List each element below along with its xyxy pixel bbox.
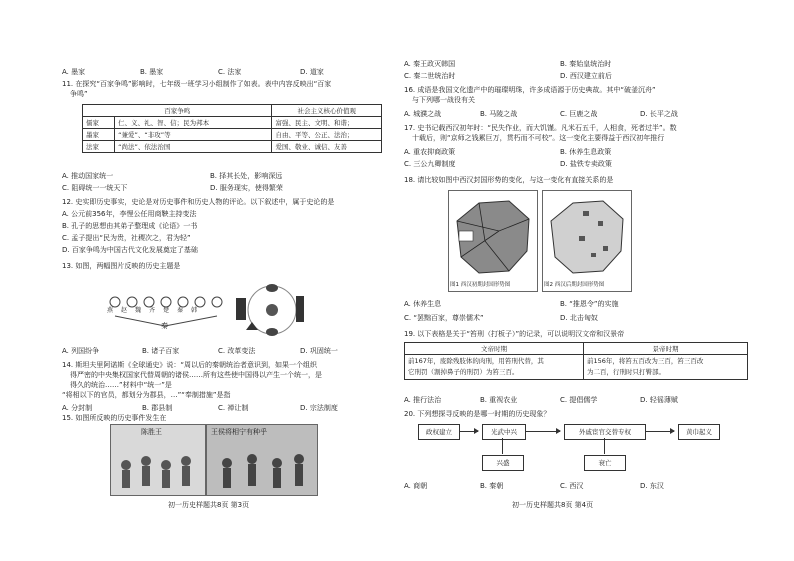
q18-map-1-caption: 图1 西汉初期封国形势图 — [450, 282, 511, 288]
shell-money-icon — [266, 284, 278, 292]
q10-option-d[interactable]: D. 道家 — [300, 68, 324, 76]
q11-r3-c2: “尚法”、依法治国 — [115, 141, 272, 153]
q12-option-b[interactable]: B. 孔子的思想由其弟子整理成《论语》一书 — [62, 222, 198, 230]
q10-option-c[interactable]: C. 法家 — [218, 68, 242, 76]
q20-arrow-1 — [460, 431, 478, 432]
q11-r3-c3: 爱国、敬业、诚信、友善 — [272, 141, 382, 153]
q11-table — [82, 104, 382, 153]
q12-option-a[interactable]: A. 公元前356年，李悝公任用商鞅主持变法 — [62, 210, 197, 218]
q10-option-a[interactable]: A. 墨家 — [62, 68, 86, 76]
q17-option-b[interactable]: B. 休养生息政策 — [560, 148, 612, 156]
q20-flow-2: 光武中兴 — [482, 424, 526, 440]
q20-option-d[interactable]: D. 东汉 — [640, 482, 664, 490]
q11-option-c[interactable]: C. 阻碍统一一统天下 — [62, 184, 128, 192]
q19-option-d[interactable]: D. 轻徭薄赋 — [640, 396, 678, 404]
q11-r2-c1: 墨家 — [83, 129, 115, 141]
q12-option-d[interactable]: D. 百家争鸣为中国古代文化发展奠定了基础 — [62, 246, 198, 254]
q17-line2: 十载后，则“京师之钱累巨万，贯朽而不可校”。这一变化主要得益于西汉初年推行 — [412, 134, 665, 142]
q18-map-1 — [448, 190, 538, 292]
q13-option-a[interactable]: A. 列国纷争 — [62, 347, 100, 355]
q11-r1-c1: 儒家 — [83, 117, 115, 129]
knife-money-icon — [296, 296, 304, 322]
q20-flow-3: 外戚宦官交替专权 — [564, 424, 646, 440]
q11-r2-c2: “兼爱”、“非攻”等 — [115, 129, 272, 141]
left-page-footer: 初一历史样题共8页 第3页 — [168, 501, 250, 509]
q14-option-c[interactable]: C. 禅让制 — [218, 404, 249, 412]
q10-option-b[interactable]: B. 墨家 — [140, 68, 164, 76]
q15-option-a[interactable]: A. 秦王政灭韩国 — [404, 60, 456, 68]
q15-option-d[interactable]: D. 西汉建立前后 — [560, 72, 612, 80]
q11-r2-c3: 自由、平等、公正、法治； — [272, 129, 382, 141]
q15-option-c[interactable]: C. 秦二世统治时 — [404, 72, 456, 80]
q14-option-d[interactable]: D. 宗法制度 — [300, 404, 338, 412]
west-han-early-map-svg — [449, 191, 537, 281]
west-han-late-map-svg — [543, 191, 631, 281]
q15-stem: 15. 如图所反映的历史事件发生在 — [62, 414, 167, 422]
q13-stem: 13. 如图，两幅图片反映的历史主题是 — [62, 262, 181, 270]
q16-line1: 16. 成语是我国文化遗产中的璀璨明珠，许多成语源于历史典故。其中“破釜沉舟” — [404, 86, 656, 94]
q20-option-a[interactable]: A. 商朝 — [404, 482, 428, 490]
q19-option-b[interactable]: B. 重视农业 — [480, 396, 518, 404]
q20-connector-1 — [502, 438, 503, 454]
q18-option-c[interactable]: C. “罢黜百家，尊崇儒术” — [404, 314, 484, 322]
q11-header-1: 百家争鸣 — [83, 105, 272, 117]
q20-flow-1: 政权建立 — [418, 424, 460, 440]
coin-icon — [212, 297, 222, 307]
q11-option-d[interactable]: D. 服务现实，使得繁荣 — [210, 184, 283, 192]
q15-image-2 — [206, 424, 318, 496]
q11-option-b[interactable]: B. 择其长处，影响深远 — [210, 172, 283, 180]
spade-money-icon — [236, 298, 246, 320]
q14-option-a[interactable]: A. 分封制 — [62, 404, 93, 412]
q13-option-c[interactable]: C. 改革变法 — [218, 347, 256, 355]
q11-r1-c3: 富强、民主、文明、和谐； — [272, 117, 382, 129]
q11-r3-c1: 法家 — [83, 141, 115, 153]
q18-option-b[interactable]: B. “推恩令”的实施 — [560, 300, 619, 308]
q11-r1-c2: 仁、义、礼、智、信；民为邦本 — [115, 117, 272, 129]
q11-stem-line2: 争鸣” — [70, 90, 88, 98]
q17-option-a[interactable]: A. 重农抑商政策 — [404, 148, 456, 156]
ancient-money-svg — [232, 280, 310, 340]
shell-money-icon — [266, 328, 278, 336]
ant-nose-money-icon — [246, 322, 258, 330]
q17-option-d[interactable]: D. 盐铁专卖政策 — [560, 160, 612, 168]
q13-option-d[interactable]: D. 巩固统一 — [300, 347, 338, 355]
q20-sub-2: 衰亡 — [584, 455, 626, 471]
q19-cell-1: 前167年，废除残肢体的肉刑，用笞刑代替，其 它刑罚（割掉鼻子的刑罚）为笞三百。 — [405, 355, 584, 380]
q18-option-d[interactable]: D. 北击匈奴 — [560, 314, 598, 322]
q15-image-2-label: 王侯将相宁有种乎 — [211, 428, 267, 436]
q14-line3: 得久的统治……”材料中“统一”是 — [70, 381, 172, 389]
q17-option-c[interactable]: C. 三公九卿制度 — [404, 160, 456, 168]
q13-option-b[interactable]: B. 诸子百家 — [142, 347, 180, 355]
q17-line1: 17. 史书记载西汉初年时：“民失作业，而大饥馑。凡米石五千，人相食，死者过半”。数 — [404, 124, 677, 132]
q13-coin-figure — [105, 292, 225, 332]
q16-option-c[interactable]: C. 巨鹿之战 — [560, 110, 598, 118]
right-page-footer: 初一历史样题共8页 第4页 — [512, 501, 594, 509]
q18-map-2 — [542, 190, 632, 292]
q20-connector-2 — [604, 438, 605, 454]
coin-center-label: 秦 — [161, 322, 168, 330]
q19-header-1: 文帝时期 — [405, 343, 584, 355]
q20-option-c[interactable]: C. 西汉 — [560, 482, 584, 490]
q15-option-b[interactable]: B. 秦始皇统治时 — [560, 60, 612, 68]
q15-image-1 — [110, 424, 206, 496]
q19-cell-2: 前156年，将笞五百改为三百，笞三百改 为二百，行刑时只打臀部。 — [584, 355, 748, 380]
q13-money-figure — [232, 280, 310, 340]
q16-option-d[interactable]: D. 长平之战 — [640, 110, 678, 118]
q19-stem: 19. 以下表格是关于“笞刑（打板子）”的记录，可以说明汉文帝和汉景帝 — [404, 330, 625, 338]
q16-option-b[interactable]: B. 马陵之战 — [480, 110, 518, 118]
q14-line4: “将相以下的官员，都划分为郡县，…”“奉制措施”是指 — [62, 391, 231, 399]
q20-flow-4: 黄巾起义 — [678, 424, 720, 440]
q14-option-b[interactable]: B. 郡县制 — [142, 404, 173, 412]
q20-stem: 20. 下列想探寻反映的是哪一时期的历史现象？ — [404, 410, 551, 418]
q14-line1: 14. 斯坦夫里阿诺斯《全球通史》说：“周以后的秦朝统治者意识到，如果一个组织 — [62, 361, 317, 369]
q19-option-c[interactable]: C. 提倡儒学 — [560, 396, 598, 404]
q20-arrow-2 — [526, 431, 560, 432]
q15-image-1-label: 陈胜王 — [141, 428, 162, 436]
coin-center-icon — [266, 304, 278, 316]
q18-map-2-caption: 图2 西汉后期封国形势图 — [544, 282, 605, 288]
q16-option-a[interactable]: A. 城濮之战 — [404, 110, 442, 118]
q19-table — [404, 342, 748, 380]
q11-stem-line1: 11. 在探究“百家争鸣”影响时，七年级一班学习小组制作了如表。表中内容反映出“百家 — [62, 80, 332, 88]
q11-header-2: 社会主义核心价值观 — [272, 105, 382, 117]
q20-option-b[interactable]: B. 秦朝 — [480, 482, 504, 490]
q14-line2: 得严密的中央集权国家代替周朝的诸侯……所有这些使中国得以产生一个统一，是 — [70, 371, 322, 379]
q16-line2: 与下列哪一战役有关 — [412, 96, 475, 104]
q12-option-c[interactable]: C. 孟子提出“民为贵，社稷次之，君为轻” — [62, 234, 191, 242]
q20-sub-1: 兴盛 — [482, 455, 524, 471]
q11-option-a[interactable]: A. 推动国家统一 — [62, 172, 114, 180]
q20-arrow-3 — [646, 431, 674, 432]
q12-stem: 12. 史实即历史事实，史论是对历史事件和历史人物的评论。以下叙述中，属于史论的是 — [62, 198, 335, 206]
q18-stem: 18. 请比较如图中西汉封国形势的变化，与这一变化有直接关系的是 — [404, 176, 614, 184]
q19-header-2: 景帝时期 — [584, 343, 748, 355]
q18-option-a[interactable]: A. 休养生息 — [404, 300, 442, 308]
q19-option-a[interactable]: A. 推行法治 — [404, 396, 442, 404]
coin-labels: 燕赵魏齐楚秦韩 — [107, 307, 206, 314]
